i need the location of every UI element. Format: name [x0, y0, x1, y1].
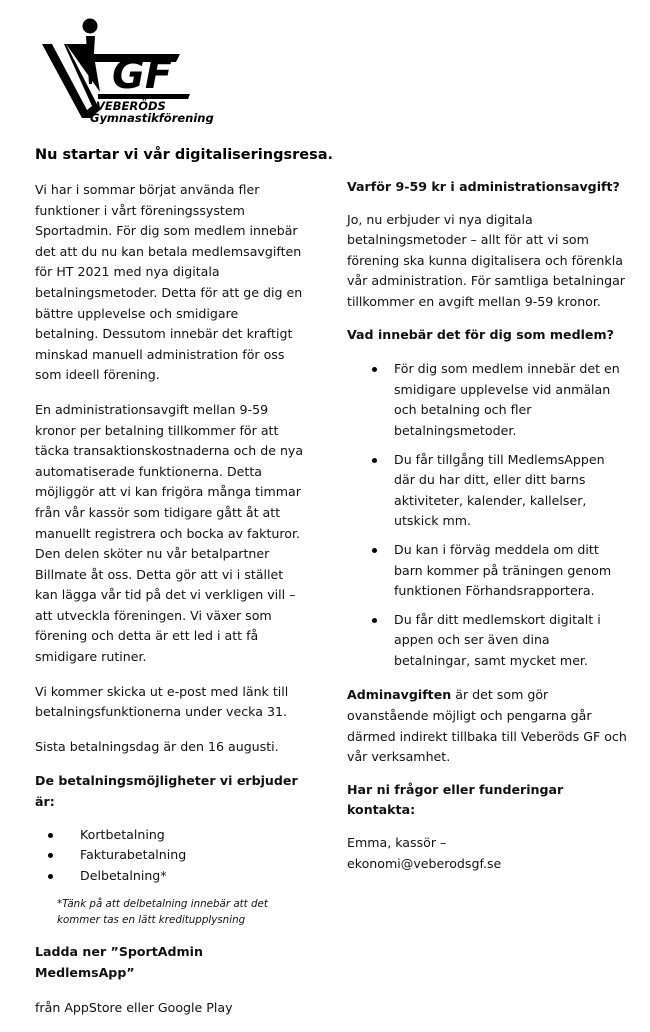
benefits-list [347, 359, 627, 671]
contact-heading: Har ni frågor eller funderingar kontakta: [347, 781, 564, 818]
admin-fee-paragraph [347, 685, 627, 767]
fee-question-heading: Varför 9-59 kr i administrationsavgift? [347, 179, 620, 194]
list-item: Du får ditt medlemskort digitalt i appen och ser även dina betalningar, samt mycket mer. [347, 610, 627, 672]
app-heading: Ladda ner ”SportAdmin MedlemsApp” [35, 944, 203, 980]
installment-note: *Tänk på att delbetalning innebär att det kommer tas en lätt kreditupplysning [57, 898, 268, 927]
page-title: Nu startar vi vår digitaliseringsresa. [35, 147, 334, 163]
veberods-gf-logo [40, 14, 230, 124]
deadline-paragraph: Sista betalningsdag är den 16 augusti. [35, 738, 279, 754]
contact-info [347, 833, 627, 874]
fee-answer: Jo, nu erbjuder vi nya digitala betalningsmetoder – allt för att vi som förening ska kunna digitalisera och förenkla vår administration. För samtliga betalningar tillkommer en avgift mellan 9-59 kronor. [347, 211, 625, 309]
app-text: från AppStore eller Google Play [35, 999, 233, 1015]
admin-fee-bold: Adminavgiften [347, 687, 452, 703]
list-item: Du får tillgång till MedlemsAppen där du har ditt, eller ditt barns aktiviteter, kalender, kallelser, utskick mm. [347, 450, 627, 532]
list-item: Delbetalning* [35, 866, 305, 887]
list-item: Fakturabetalning [35, 845, 305, 866]
admin-fee-text: är det som gör ovanstående möjligt och pengarna går därmed indirekt tillbaka till Veberöds GF och vår verksamhet. [347, 687, 627, 765]
contact-name: Emma, kassör – [347, 835, 447, 851]
list-item: Kortbetalning [35, 825, 305, 846]
intro-paragraph: Vi har i sommar börjat använda fler funktioner i vårt föreningssystem Sportadmin. För dig som medlem innebär det att du nu kan betala medlemsavgiften för HT 2021 med nya digitala betalningsmetoder. Detta för att ge dig en bättre upplevelse och smidigare betalning. Dessutom innebär det kraftigt minskad manuell administration för oss som ideell förening. [35, 182, 303, 383]
logo-figure-head [83, 19, 98, 34]
left-column [35, 180, 305, 1032]
list-item: Du kan i förväg meddela om ditt barn kommer på träningen genom funktionen Förhandsrapportera. [347, 540, 627, 602]
contact-email: ekonomi@veberodsgf.se [347, 855, 502, 871]
fee-paragraph: En administrationsavgift mellan 9-59 kronor per betalning tillkommer för att täcka transaktionskostnaderna och de nya automatiserade funktionerna. Detta möjliggör att vi kan frigöra många timmar från vår kassör som tidigare gått åt att manuellt registrera och bocka av fakturor. Den delen sköter nu vår betalpartner Billmate åt oss. Detta gör att vi i stället kan lägga vår tid på det vi verkligen vill – att utveckla föreningen. Vi växer som förening och detta är ett led i att få smidigare rutiner. [35, 401, 304, 665]
email-paragraph: Vi kommer skicka ut e-post med länk till betalningsfunktionerna under vecka 31. [35, 683, 289, 720]
member-question-heading: Vad innebär det för dig som medlem? [347, 326, 614, 342]
right-column [347, 177, 627, 886]
logo-letters: GF [112, 52, 173, 98]
logo-line2: Gymnastikförening [90, 111, 214, 124]
payment-methods-list [35, 825, 305, 887]
list-item: För dig som medlem innebär det en smidigare upplevelse vid anmälan och betalning och fler betalningsmetoder. [347, 359, 627, 441]
logo-line1: VEBERÖDS [96, 99, 166, 113]
payment-methods-heading: De betalningsmöjligheter vi erbjuder är: [35, 773, 298, 810]
